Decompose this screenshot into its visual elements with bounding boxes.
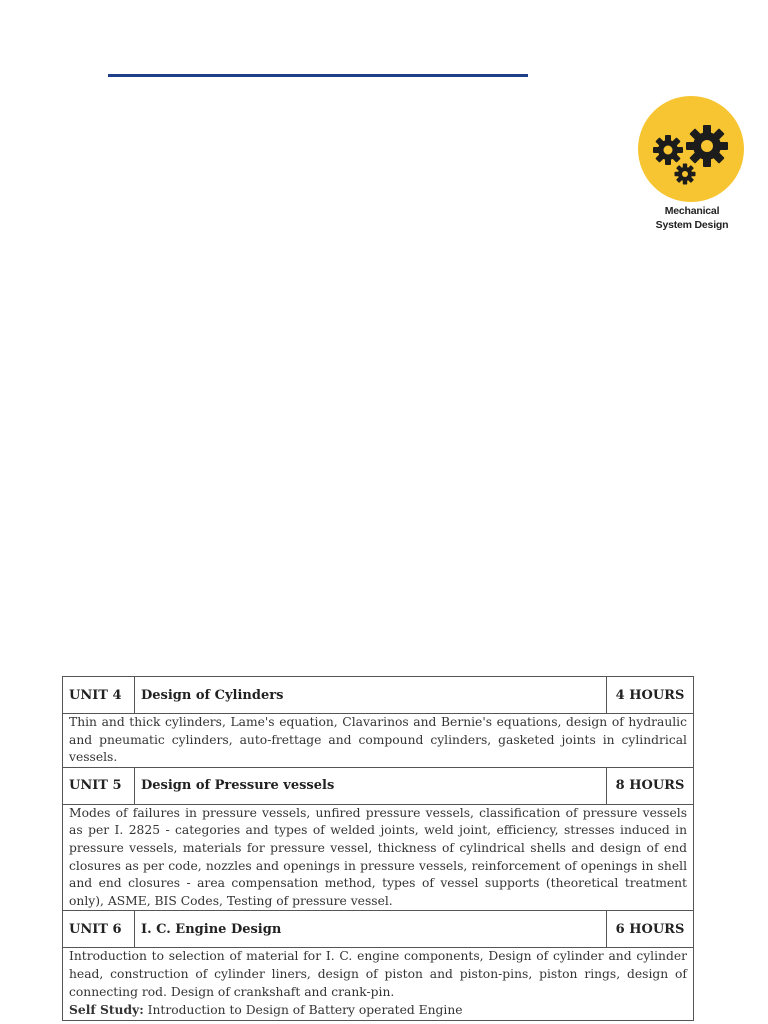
logo-caption — [637, 204, 747, 232]
unit-number: UNIT 5 — [63, 767, 135, 804]
unit-title: I. C. Engine Design — [135, 911, 607, 948]
unit-description-cell — [63, 948, 694, 1020]
logo-caption-line2: System Design — [655, 219, 729, 231]
unit-header-row — [63, 767, 694, 804]
unit-hours: 8 HOURS — [607, 767, 694, 804]
gears-icon — [638, 96, 744, 202]
unit-hours: 4 HOURS — [607, 677, 694, 714]
unit-description-row — [63, 714, 694, 768]
logo-caption-line1: Mechanical — [664, 205, 720, 217]
unit-hours: 6 HOURS — [607, 911, 694, 948]
self-study-text: Introduction to Design of Battery operated Engine — [147, 1003, 463, 1018]
unit-title: Design of Pressure vessels — [135, 767, 607, 804]
syllabus-table — [62, 676, 694, 1021]
unit-description-row — [63, 804, 694, 911]
unit-description: Thin and thick cylinders, Lame's equation, Clavarinos and Bernie's equations, design of hydraulic and pneumatic cylinders, auto-frettage and compound cylinders, gasketed joints in cylindrical vessels. — [63, 714, 694, 768]
unit-number: UNIT 4 — [63, 677, 135, 714]
unit-description-row — [63, 948, 694, 1020]
header-rule — [108, 74, 528, 77]
mechanical-system-design-logo — [637, 96, 747, 236]
unit-header-row — [63, 911, 694, 948]
self-study-label: Self Study: — [69, 1002, 144, 1018]
unit-number: UNIT 6 — [63, 911, 135, 948]
unit-title: Design of Cylinders — [135, 677, 607, 714]
unit-description: Modes of failures in pressure vessels, unfired pressure vessels, classification of pressure vessels as per I. 2825 - categories and types of welded joints, weld joint, efficiency, stresses induced in pressure vessels, materials for pressure vessel, thickness of cylindrical shells and design of end closures as per code, nozzles and openings in pressure vessels, reinforcement of openings in shell and end closures - area compensation method, types of vessel supports (theoretical treatment only), ASME, BIS Codes, Testing of pressure vessel. — [63, 804, 694, 911]
unit-description: Introduction to selection of material for I. C. engine components, Design of cylinder and cylinder head, construction of cylinder liners, design of piston and piston-pins, piston rings, design of connecting rod. Design of crankshaft and crank-pin. — [69, 949, 687, 999]
unit-header-row — [63, 677, 694, 714]
